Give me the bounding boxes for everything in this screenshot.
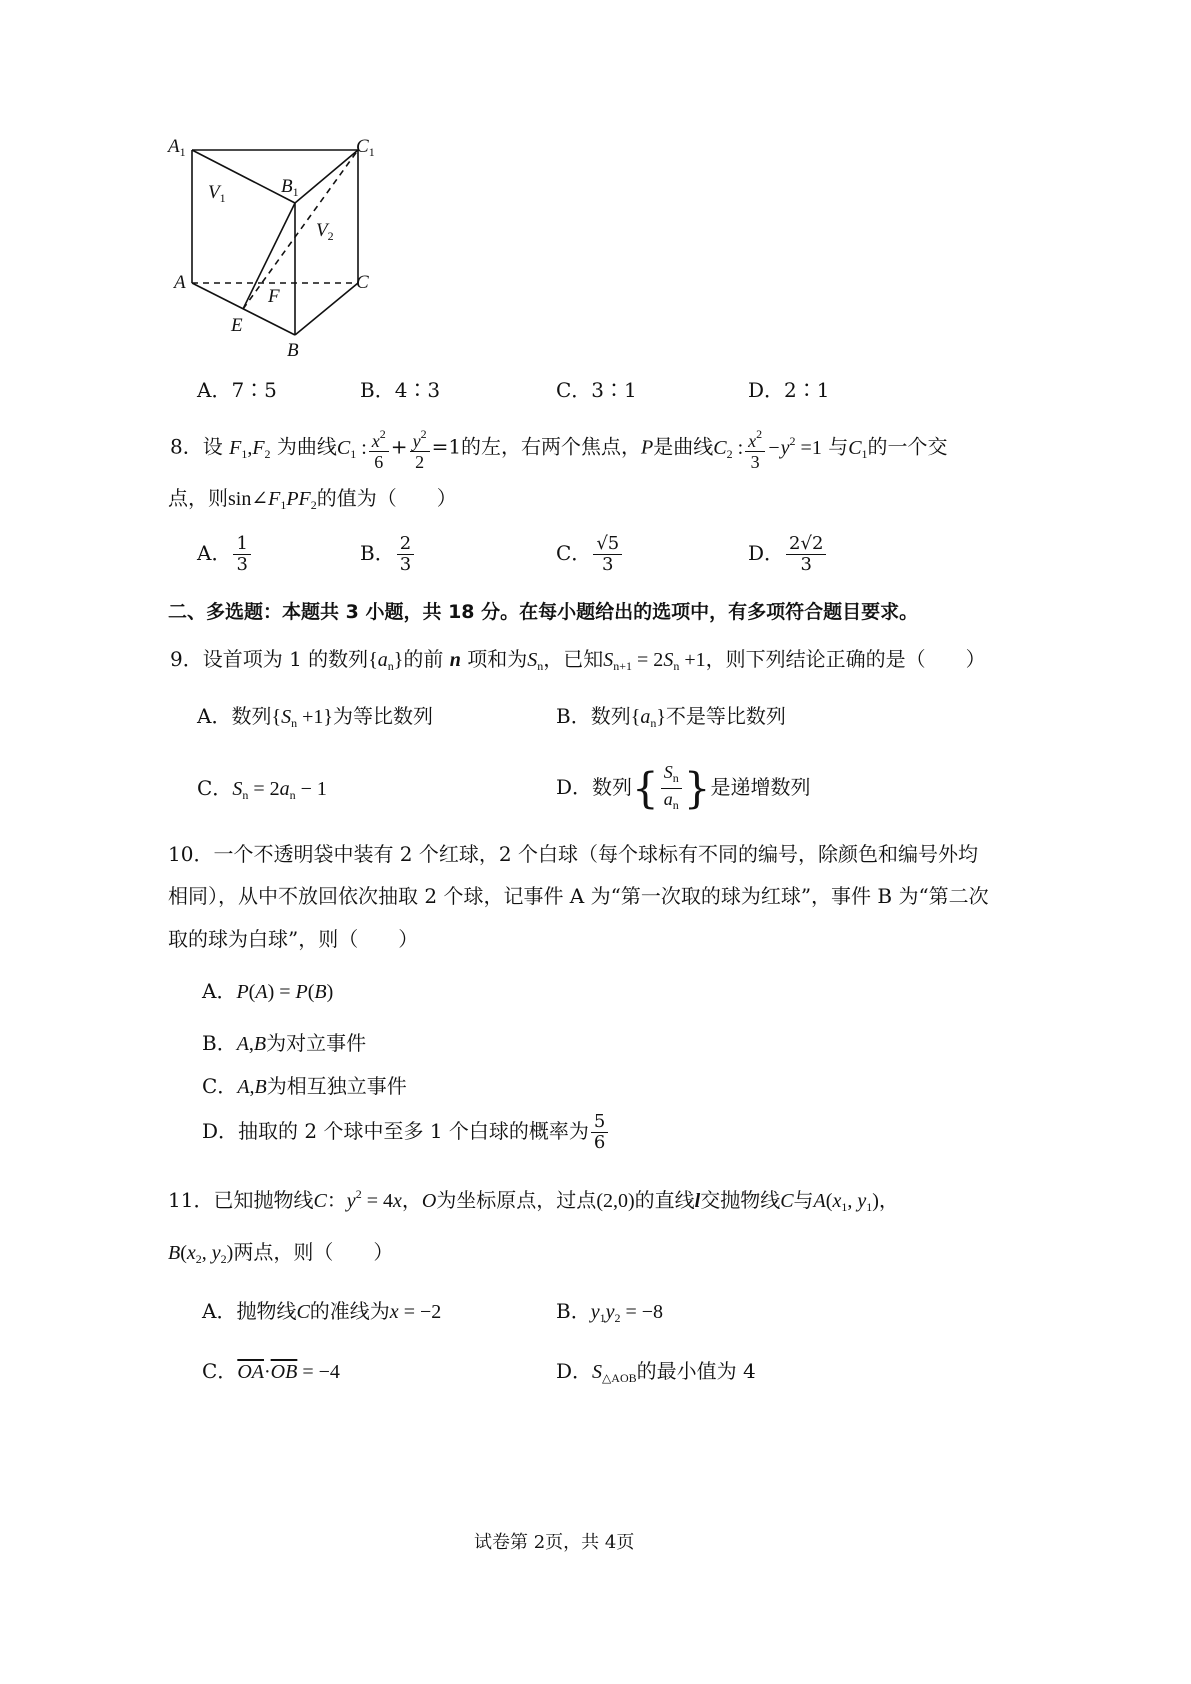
label-v1: [208, 182, 226, 206]
q11-option-a: [202, 1297, 441, 1326]
q10-line2: 相同），从中不放回依次抽取 2 个球，记事件 A 为“第一次取的球为红球”，事件 B 为“第二次: [168, 884, 989, 908]
q8-option-d-label: D．: [748, 541, 785, 565]
q9-n: n: [449, 649, 461, 671]
label-b1: [281, 176, 299, 200]
q9-text-2: 的前: [403, 647, 444, 671]
q7-option-c: C．3∶1: [556, 378, 637, 402]
q11-line2-b: 两点，则（ ）: [233, 1240, 394, 1264]
q9-option-b-post: 不是等比数列: [665, 704, 786, 728]
q9-stem: [170, 645, 986, 680]
label-e: E: [231, 315, 243, 336]
q8-option-d-frac: $\frac{2√2}{3}$: [786, 534, 826, 575]
q8-point-p: P: [641, 436, 654, 459]
q8-curve-c2: $C_2$ :: [713, 436, 744, 461]
q8-curve-c1-ref: $C_1$: [848, 436, 868, 461]
q9-seq-an: $\{a_n\}$: [368, 649, 404, 673]
section-title-multiple-choice: 二、多选题：本题共 3 小题，共 18 分。在每小题给出的选项中，有多项符合题目要求。: [168, 601, 919, 623]
q8-sin-expr: $\sin\angle F_1PF_2$: [228, 488, 317, 512]
q9-option-d-pre: D．数列: [556, 775, 633, 799]
q11-point: (2,0): [596, 1190, 635, 1212]
q9-option-a: [197, 702, 433, 737]
q11-option-d: [556, 1357, 756, 1392]
q11-option-c-expr: $\overline{OA}\cdot\overline{OB} = -4$: [237, 1361, 340, 1383]
q11-option-b-expr: $y_1y_2 = -8$: [590, 1301, 664, 1325]
q8-text-1: 设: [202, 434, 223, 459]
q10-option-b: [202, 1029, 366, 1058]
q8-line2: [168, 484, 457, 519]
q10-option-b-expr: A,B: [236, 1033, 267, 1055]
q10-option-c: [202, 1072, 407, 1101]
label-a: A: [174, 272, 186, 293]
q10-option-c-expr: A,B: [237, 1076, 267, 1098]
label-v2-text: V: [316, 220, 328, 241]
q8-frac-x2-6: $\frac{x^2}{6}$: [369, 424, 389, 472]
q8-text-3: 的左，右两个焦点，: [461, 434, 642, 459]
q8-line1: 8．设 $F_1,F_2$ 为曲线$C_1$ : $\frac{x^2}{6}$ + $\frac{y^2}{2}$ =1的左，右两个焦点，P是曲线$C_2$ : $\frac{x^2}{3}$ $-y^2 =1$ 与$C_1$的一个交: [170, 424, 948, 472]
q9-option-c: [197, 774, 327, 809]
label-c1: [356, 136, 375, 160]
label-v1-text: V: [208, 182, 220, 203]
q9-option-b-expr: $\{a_n\}$: [630, 706, 666, 730]
label-v1-sub: 1: [219, 191, 226, 205]
q8-option-b-label: B．: [360, 541, 395, 565]
q10-option-c-post: 为相互独立事件: [266, 1074, 407, 1098]
q11-option-d-expr: $S_{\triangle AOB}$: [592, 1361, 637, 1385]
q11-text-6: 与: [793, 1188, 814, 1212]
q11-text-5: 交抛物线: [700, 1188, 781, 1212]
q7-option-b: B．4∶3: [360, 378, 441, 402]
q10-option-d: [202, 1112, 610, 1153]
q11-point-b: $B(x_2$, $y_2$): [168, 1242, 234, 1266]
q10-option-d-frac: $\frac{5}{6}$: [591, 1112, 608, 1153]
label-c: C: [356, 272, 369, 293]
q11-text-4: 的直线: [634, 1188, 695, 1212]
label-v2: [316, 220, 334, 244]
q10-option-a-pre: A．: [202, 979, 237, 1003]
q8-text-4: 是曲线: [653, 434, 714, 459]
label-c1-sub: 1: [368, 145, 375, 159]
q8-option-c-label: C．: [556, 541, 592, 565]
q11-l: l: [694, 1190, 701, 1212]
q8-option-b: [360, 534, 416, 575]
q9-text-3: 项和为: [467, 647, 528, 671]
q8-option-d: [748, 534, 828, 575]
q8-text-5: 与: [828, 434, 849, 459]
q8-curve-c1: $C_1$ :: [336, 436, 367, 461]
q9-option-d-post: 是递增数列: [710, 775, 811, 799]
q11-point-a: $A(x_1$, $y_1$): [813, 1190, 879, 1214]
q11-option-d-pre: D．: [556, 1359, 593, 1383]
q9-sn: $S_n$: [527, 649, 544, 673]
q8-line2-b: 的值为（ ）: [316, 486, 457, 510]
q11-text-1: 已知抛物线: [213, 1188, 314, 1212]
q11-o: O: [421, 1190, 437, 1212]
label-v2-sub: 2: [327, 229, 334, 243]
label-b1-sub: 1: [292, 185, 299, 199]
label-b: B: [287, 340, 299, 361]
q8-option-c: [556, 534, 624, 575]
q11-c: C: [313, 1190, 327, 1212]
q8-option-a-label: A．: [197, 541, 232, 565]
q8-option-a-frac: $\frac{1}{3}$: [233, 534, 250, 575]
q10-option-a-expr: P(A) = P(B): [236, 981, 334, 1003]
q8-foci: $F_1,F_2$: [229, 436, 271, 461]
q11-text-2: ，: [401, 1188, 422, 1212]
label-a1-sub: 1: [179, 145, 186, 159]
q9-option-b: [556, 702, 786, 737]
q11-text-7: ，: [878, 1188, 899, 1212]
q9-option-a-pre: A．数列: [197, 704, 272, 728]
label-a1: [168, 136, 186, 160]
q11-text-3: 为坐标原点，过点: [436, 1188, 597, 1212]
q11-option-a-expr: x = −2: [389, 1301, 442, 1323]
q10-option-d-text: D．抽取的 2 个球中至多 1 个白球的概率为: [202, 1119, 589, 1143]
q11-c-ref: C: [780, 1190, 794, 1212]
q9-option-d: D．数列{ $\frac{S_n}{a_n}$ }是递增数列: [556, 762, 811, 815]
q8-line2-a: 点，则: [168, 486, 228, 510]
q9-number: 9．: [170, 647, 203, 671]
q10-line3: 取的球为白球”，则（ ）: [168, 927, 419, 951]
q8-option-a: [197, 534, 253, 575]
q11-option-b: [556, 1297, 663, 1332]
q11-option-b-pre: B．: [556, 1299, 591, 1323]
q11-line1: 11．已知抛物线C：$y^2 = 4x$，O为坐标原点，过点(2,0)的直线l交抛物线C与$A(x_1$, $y_1$)，: [168, 1187, 899, 1214]
q8-option-b-frac: $\frac{2}{3}$: [397, 534, 414, 575]
q10-option-c-pre: C．: [202, 1074, 238, 1098]
q10-option-b-post: 为对立事件: [266, 1031, 367, 1055]
q11-number: 11．: [168, 1188, 214, 1212]
q9-text-5: ，则下列结论正确的是（ ）: [705, 647, 986, 671]
label-b1-text: B: [281, 176, 293, 197]
q8-text-6: 的一个交: [867, 434, 948, 459]
q9-option-a-expr: $\{S_n +1\}$: [271, 706, 333, 730]
q9-option-a-post: 为等比数列: [332, 704, 433, 728]
q11-option-c: [202, 1357, 340, 1386]
q8-option-c-frac: $\frac{√5}{3}$: [593, 534, 622, 575]
q11-option-a-pre: A．抛物线: [202, 1299, 297, 1323]
q9-option-c-pre: C．: [197, 776, 233, 800]
label-c1-text: C: [356, 136, 369, 157]
q9-option-c-expr: $S_n = 2a_n - 1$: [232, 778, 327, 802]
q11-option-d-post: 的最小值为 4: [636, 1359, 756, 1383]
page-footer: 试卷第 2页，共 4页: [474, 1532, 635, 1553]
prism-figure: [170, 135, 410, 375]
label-a1-text: A: [168, 136, 180, 157]
q11-option-a-mid: 的准线为: [309, 1299, 390, 1323]
q8-frac-y2-2: $\frac{y^2}{2}$: [410, 424, 430, 472]
q10-option-a: [202, 977, 333, 1006]
q8-number: 8．: [170, 434, 203, 459]
q7-option-a: A．7∶5: [197, 378, 277, 402]
q10-option-b-pre: B．: [202, 1031, 237, 1055]
q8-frac-x2-3: $\frac{x^2}{3}$: [745, 424, 765, 472]
q9-recurrence: $S_{n+1} = 2S_n +1$: [603, 649, 706, 673]
q9-text-4: ，已知: [543, 647, 604, 671]
q11-parabola: $y^2 = 4x$: [346, 1187, 402, 1212]
q9-option-d-frac: $\frac{S_n}{a_n}$: [661, 762, 682, 815]
q9-text-1: 设首项为 1 的数列: [202, 647, 369, 671]
label-f: F: [268, 286, 280, 307]
q11-option-c-pre: C．: [202, 1359, 238, 1383]
q9-option-b-pre: B．数列: [556, 704, 631, 728]
q8-text-2: 为曲线: [276, 434, 337, 459]
q10-line1: 10．一个不透明袋中装有 2 个红球，2 个白球（每个球标有不同的编号，除颜色和编号外均: [168, 842, 978, 866]
q11-line2: [168, 1238, 393, 1273]
q11-option-a-c: C: [296, 1301, 310, 1323]
q7-option-d: D．2∶1: [748, 378, 830, 402]
